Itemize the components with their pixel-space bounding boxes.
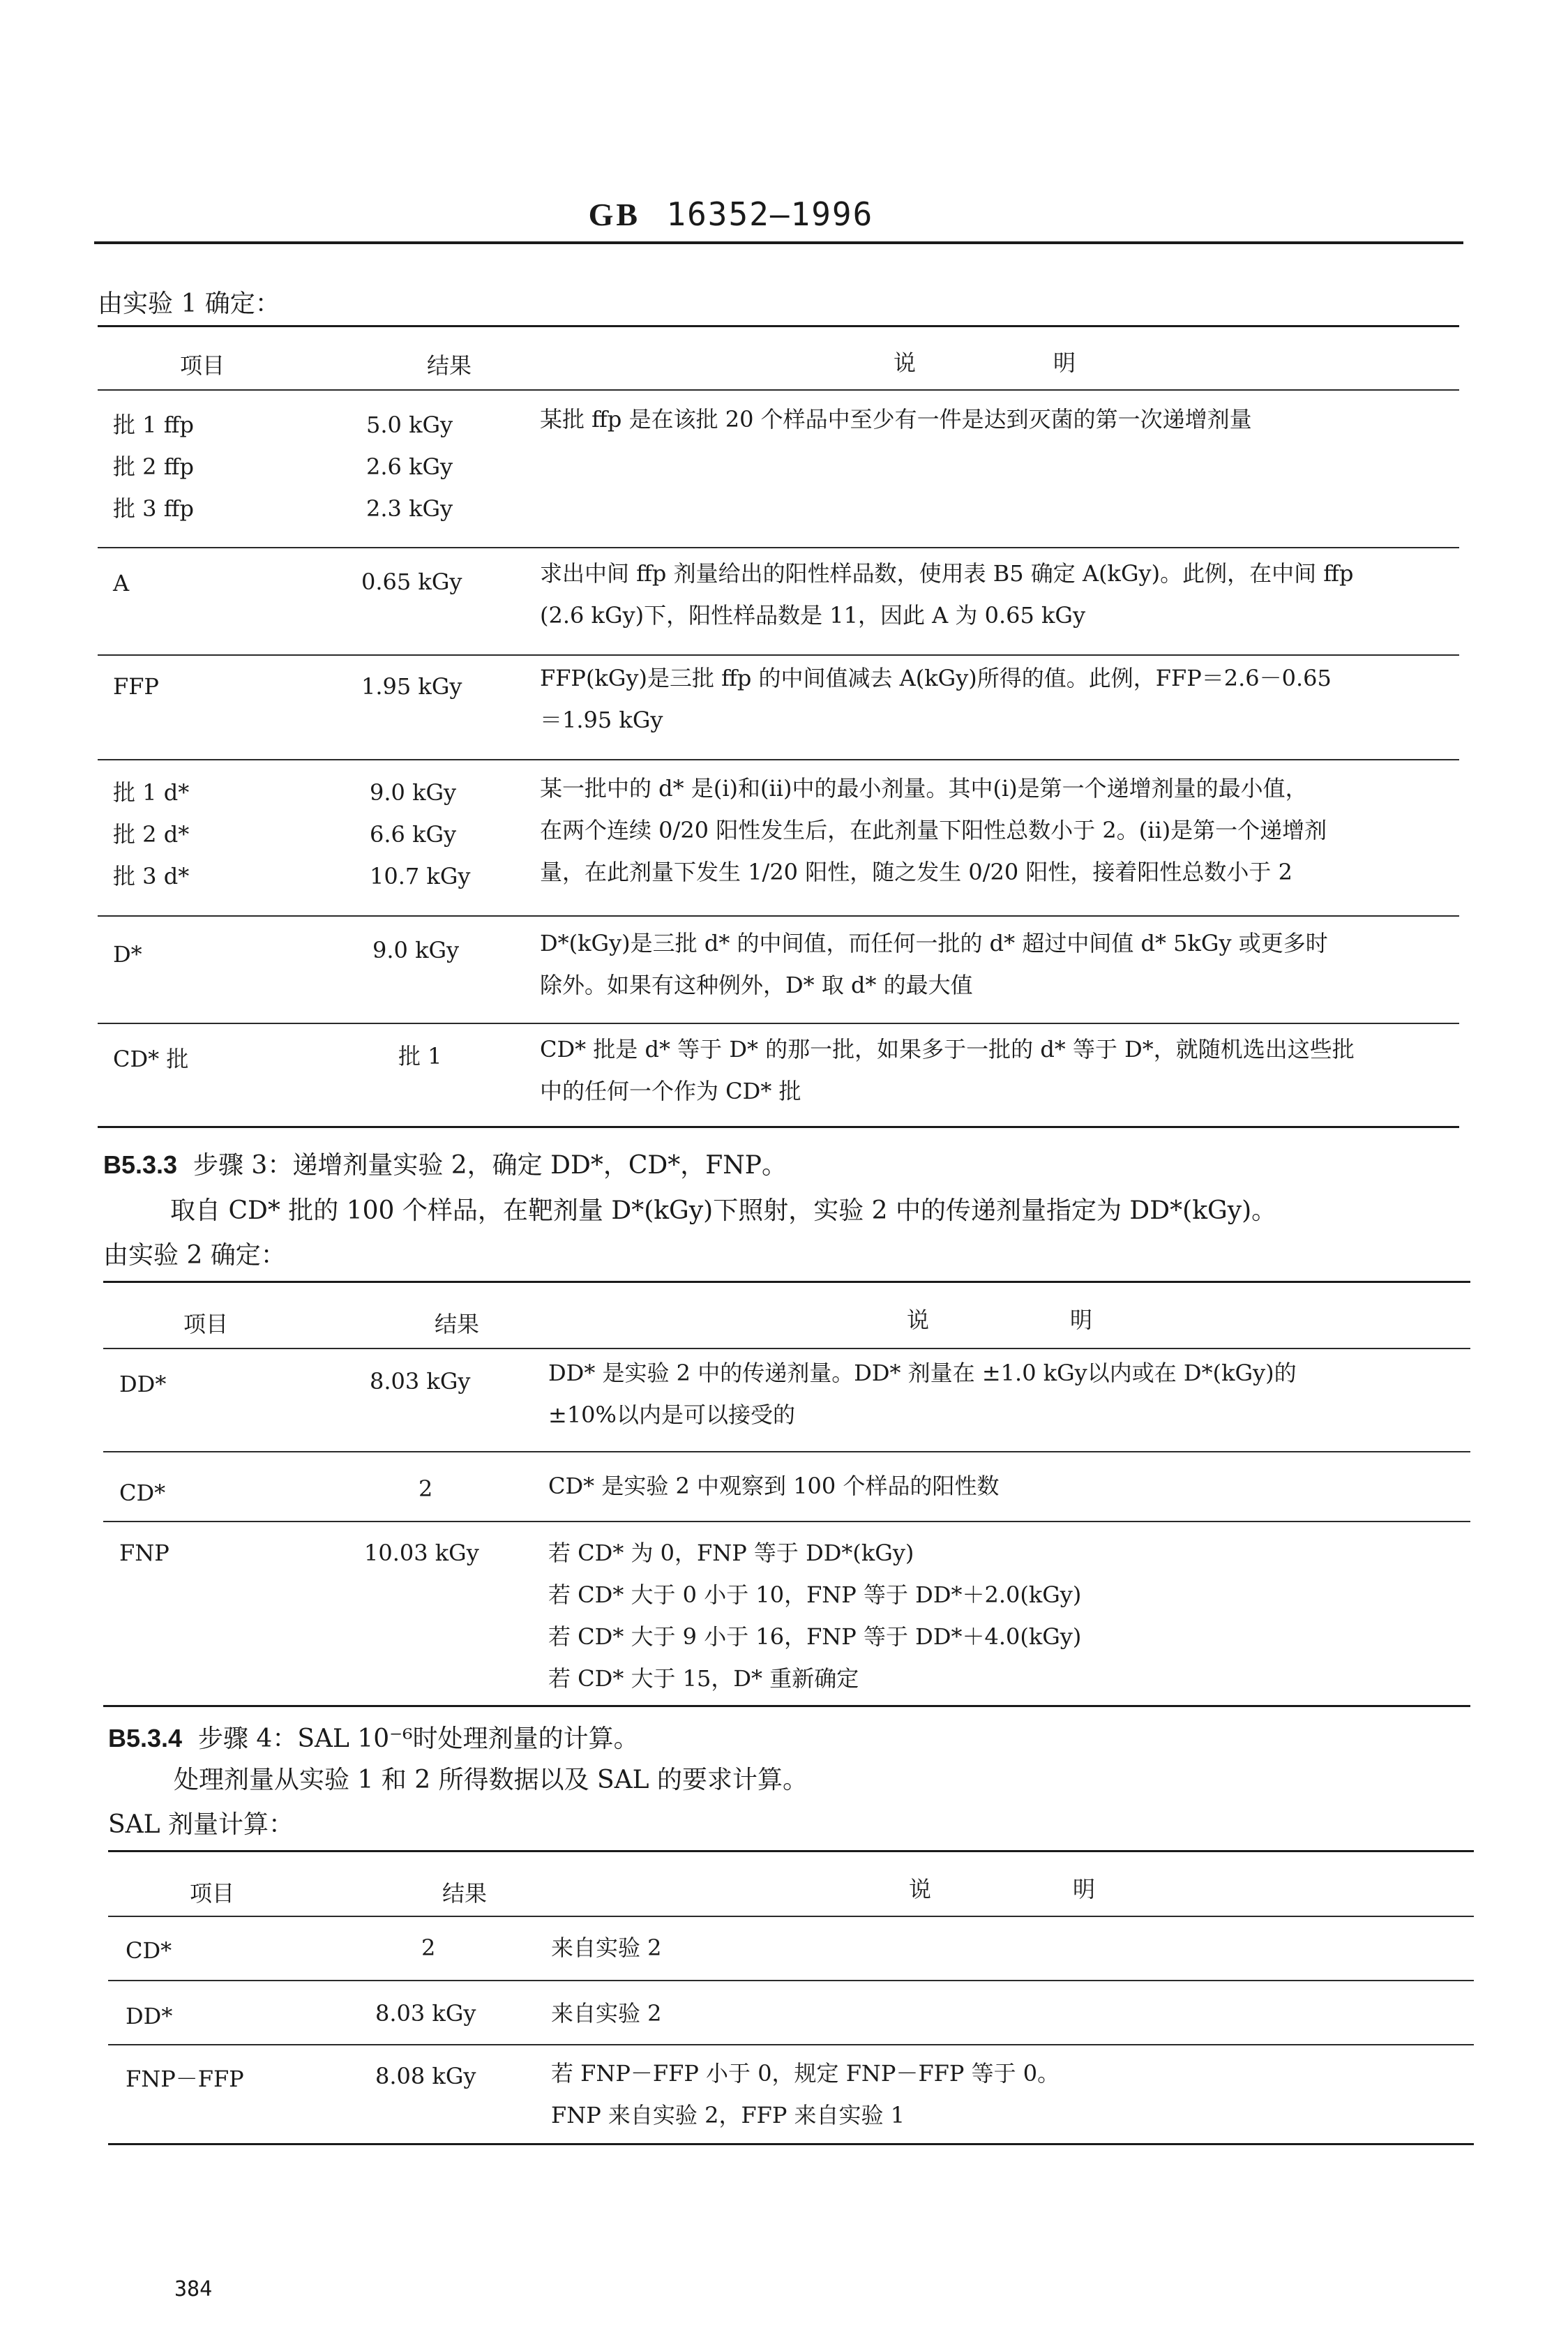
- table3-header-rule: [108, 1916, 1474, 1917]
- table-row-rule: [103, 1521, 1470, 1522]
- table1-row-explanation: [540, 553, 1353, 636]
- result-value: 8.03 kGy: [375, 2000, 476, 2027]
- table1-header-explain-2: 明: [1053, 350, 1076, 376]
- result-value: 8.03 kGy: [370, 1368, 471, 1395]
- result-value: 9.0 kGy: [370, 779, 457, 806]
- result-value: 2: [419, 1475, 433, 1502]
- table2-bottom-rule: [103, 1705, 1470, 1707]
- explanation-line: FNP 来自实验 2，FFP 来自实验 1: [551, 2102, 905, 2128]
- item-label: 批 1 d*: [113, 779, 190, 806]
- table1-row-explanation: [540, 657, 1332, 741]
- table3-header-item: 项目: [190, 1880, 235, 1907]
- table1-row-results: [398, 1035, 442, 1077]
- item-label: 批 1 ffp: [113, 412, 194, 438]
- standard-prefix: GB: [588, 197, 641, 232]
- explanation-line: (2.6 kGy)下，阳性样品数是 11，因此 A 为 0.65 kGy: [540, 602, 1086, 629]
- explanation-line: CD* 批是 d* 等于 D* 的那一批，如果多于一批的 d* 等于 D*，就随机选出这些批: [540, 1036, 1355, 1062]
- table1-row-items: [113, 666, 159, 707]
- item-label: CD*: [119, 1480, 166, 1506]
- table-row-rule: [98, 1023, 1459, 1024]
- explanation-line: 某一批中的 d* 是(i)和(ii)中的最小剂量。其中(i)是第一个递增剂量的最小值，: [540, 775, 1308, 802]
- section2-paragraph: 取自 CD* 批的 100 个样品，在靶剂量 D*(kGy)下照射，实验 2 中的传递剂量指定为 DD*(kGy)。: [170, 1196, 1277, 1225]
- table1-header-result: 结果: [427, 352, 472, 379]
- result-value: 10.03 kGy: [364, 1540, 479, 1566]
- explanation-line: FFP(kGy)是三批 ffp 的中间值减去 A(kGy)所得的值。此例，FFP＝2.6－0.65: [540, 665, 1332, 691]
- result-value: 1.95 kGy: [361, 673, 462, 700]
- table3-row-results: [421, 1927, 435, 1969]
- table1-header-item: 项目: [180, 352, 225, 379]
- table2-header-explain-2: 明: [1070, 1307, 1093, 1333]
- result-value: 2.6 kGy: [366, 453, 453, 480]
- table1-header-explain-1: 说: [894, 350, 917, 376]
- table1-row-results: [361, 666, 462, 707]
- table1-row-results: [370, 772, 470, 897]
- explanation-line: ±10%以内是可以接受的: [548, 1402, 795, 1428]
- table1-row-items: [113, 404, 194, 529]
- table3-header-result: 结果: [442, 1880, 488, 1907]
- section3-intro: SAL 剂量计算：: [108, 1810, 294, 1839]
- result-value: 8.08 kGy: [375, 2063, 476, 2089]
- table2-row-items: [119, 1532, 169, 1574]
- table1-row-results: [372, 929, 459, 971]
- table1-row-items: [113, 1038, 188, 1080]
- table2-header-explain-1: 说: [907, 1307, 930, 1333]
- table3-top-rule: [108, 1850, 1474, 1852]
- table2-row-explanation: [548, 1465, 999, 1507]
- item-label: 批 2 d*: [113, 821, 190, 848]
- section2-intro: 由实验 2 确定：: [103, 1241, 286, 1270]
- result-value: 2: [421, 1934, 436, 1961]
- table1-row-explanation: [540, 1028, 1355, 1112]
- explanation-line: 若 CD* 大于 15，D* 重新确定: [548, 1665, 859, 1692]
- table3-row-explanation: [551, 2052, 1060, 2136]
- explanation-line: D*(kGy)是三批 d* 的中间值，而任何一批的 d* 超过中间值 d* 5kGy 或更多时: [540, 930, 1328, 956]
- item-label: 批 3 d*: [113, 863, 190, 889]
- explanation-line: 来自实验 2: [551, 1934, 662, 1961]
- result-value: 批 1: [398, 1043, 442, 1069]
- page-number: 384: [174, 2277, 213, 2301]
- item-label: DD*: [119, 1371, 167, 1397]
- table3-header-explain-2: 明: [1073, 1876, 1096, 1902]
- item-label: 批 3 ffp: [113, 495, 194, 522]
- result-value: 6.6 kGy: [370, 821, 457, 848]
- table1-row-explanation: [540, 922, 1328, 1006]
- table3-row-explanation: [551, 1992, 662, 2034]
- table3-row-results: [375, 1992, 476, 2034]
- section2-number: B5.3.3: [103, 1150, 178, 1179]
- table3-row-items: [126, 1930, 172, 1971]
- item-label: CD*: [126, 1937, 172, 1964]
- table1-row-items: [113, 562, 129, 604]
- table3-row-items: [126, 2058, 244, 2100]
- table-row-rule: [98, 654, 1459, 656]
- table-row-rule: [98, 547, 1459, 548]
- explanation-line: 若 FNP－FFP 小于 0，规定 FNP－FFP 等于 0。: [551, 2060, 1060, 2087]
- table3-row-items: [126, 1995, 172, 2037]
- table2-row-results: [370, 1360, 470, 1402]
- result-value: 0.65 kGy: [361, 569, 462, 595]
- table2-header-rule: [103, 1348, 1470, 1349]
- table3-row-results: [375, 2055, 476, 2097]
- result-value: 5.0 kGy: [366, 412, 453, 438]
- header-rule: [94, 241, 1463, 244]
- table1-bottom-rule: [98, 1126, 1459, 1128]
- explanation-line: 若 CD* 为 0，FNP 等于 DD*(kGy): [548, 1540, 914, 1566]
- table2-header-result: 结果: [435, 1311, 480, 1337]
- section3-title: 步骤 4：SAL 10⁻⁶时处理剂量的计算。: [197, 1725, 639, 1753]
- item-label: DD*: [126, 2003, 173, 2029]
- section3-heading: [108, 1726, 639, 1752]
- table1-row-items: [113, 772, 189, 897]
- table1-row-explanation: [540, 398, 1252, 440]
- result-value: 10.7 kGy: [370, 863, 471, 889]
- table2-row-explanation: [548, 1352, 1297, 1436]
- explanation-line: 除外。如果有这种例外，D* 取 d* 的最大值: [540, 972, 973, 998]
- table-row-rule: [98, 759, 1459, 760]
- item-label: FFP: [113, 673, 159, 700]
- section2-title: 步骤 3：递增剂量实验 2，确定 DD*，CD*，FNP。: [193, 1151, 787, 1180]
- table-row-rule: [108, 2044, 1474, 2045]
- item-label: FNP－FFP: [126, 2066, 244, 2092]
- table2-row-results: [419, 1468, 432, 1510]
- standard-number: 16352—1996: [666, 195, 874, 233]
- explanation-line: 若 CD* 大于 0 小于 10，FNP 等于 DD*＋2.0(kGy): [548, 1582, 1082, 1608]
- table3-header-explain-1: 说: [909, 1876, 932, 1902]
- table1-top-rule: [98, 325, 1459, 327]
- result-value: 2.3 kGy: [366, 495, 453, 522]
- table2-row-results: [364, 1532, 479, 1574]
- table1-row-items: [113, 933, 142, 975]
- section3-paragraph: 处理剂量从实验 1 和 2 所得数据以及 SAL 的要求计算。: [174, 1766, 808, 1794]
- table2-row-items: [119, 1363, 166, 1405]
- item-label: D*: [113, 941, 142, 968]
- explanation-line: CD* 是实验 2 中观察到 100 个样品的阳性数: [548, 1473, 1000, 1499]
- explanation-line: 中的任何一个作为 CD* 批: [540, 1078, 801, 1104]
- explanation-line: 在两个连续 0/20 阳性发生后，在此剂量下阳性总数小于 2。(ii)是第一个递增剂: [540, 817, 1327, 843]
- item-label: CD* 批: [113, 1046, 189, 1072]
- section1-intro: 由实验 1 确定：: [98, 290, 280, 318]
- table1-header-rule: [98, 389, 1459, 391]
- table2-top-rule: [103, 1281, 1470, 1283]
- table1-row-results: [361, 561, 462, 603]
- section3-number: B5.3.4: [108, 1724, 183, 1752]
- explanation-line: 来自实验 2: [551, 2000, 662, 2027]
- explanation-line: 求出中间 ffp 剂量给出的阳性样品数，使用表 B5 确定 A(kGy)。此例，在中间 ffp: [540, 560, 1354, 587]
- explanation-line: DD* 是实验 2 中的传递剂量。DD* 剂量在 ±1.0 kGy以内或在 D*(kGy)的: [548, 1360, 1297, 1386]
- table2-header-item: 项目: [183, 1311, 229, 1337]
- item-label: FNP: [119, 1540, 169, 1566]
- table1-row-explanation: [540, 767, 1327, 893]
- result-value: 9.0 kGy: [372, 937, 460, 963]
- table3-row-explanation: [551, 1927, 662, 1969]
- section2-heading: [103, 1152, 787, 1178]
- table-row-rule: [98, 915, 1459, 917]
- table-row-rule: [103, 1451, 1470, 1452]
- item-label: 批 2 ffp: [113, 453, 194, 480]
- table2-row-explanation: [548, 1532, 1081, 1699]
- table-row-rule: [108, 1980, 1474, 1981]
- explanation-line: ＝1.95 kGy: [540, 707, 663, 733]
- table3-bottom-rule: [108, 2143, 1474, 2145]
- standard-header: [0, 195, 1462, 233]
- item-label: A: [113, 570, 130, 596]
- explanation-line: 某批 ffp 是在该批 20 个样品中至少有一件是达到灭菌的第一次递增剂量: [540, 406, 1252, 433]
- explanation-line: 量，在此剂量下发生 1/20 阳性，随之发生 0/20 阳性，接着阳性总数小于 2: [540, 859, 1292, 885]
- explanation-line: 若 CD* 大于 9 小于 16，FNP 等于 DD*＋4.0(kGy): [548, 1623, 1082, 1650]
- table1-row-results: [366, 404, 453, 529]
- table2-row-items: [119, 1472, 165, 1514]
